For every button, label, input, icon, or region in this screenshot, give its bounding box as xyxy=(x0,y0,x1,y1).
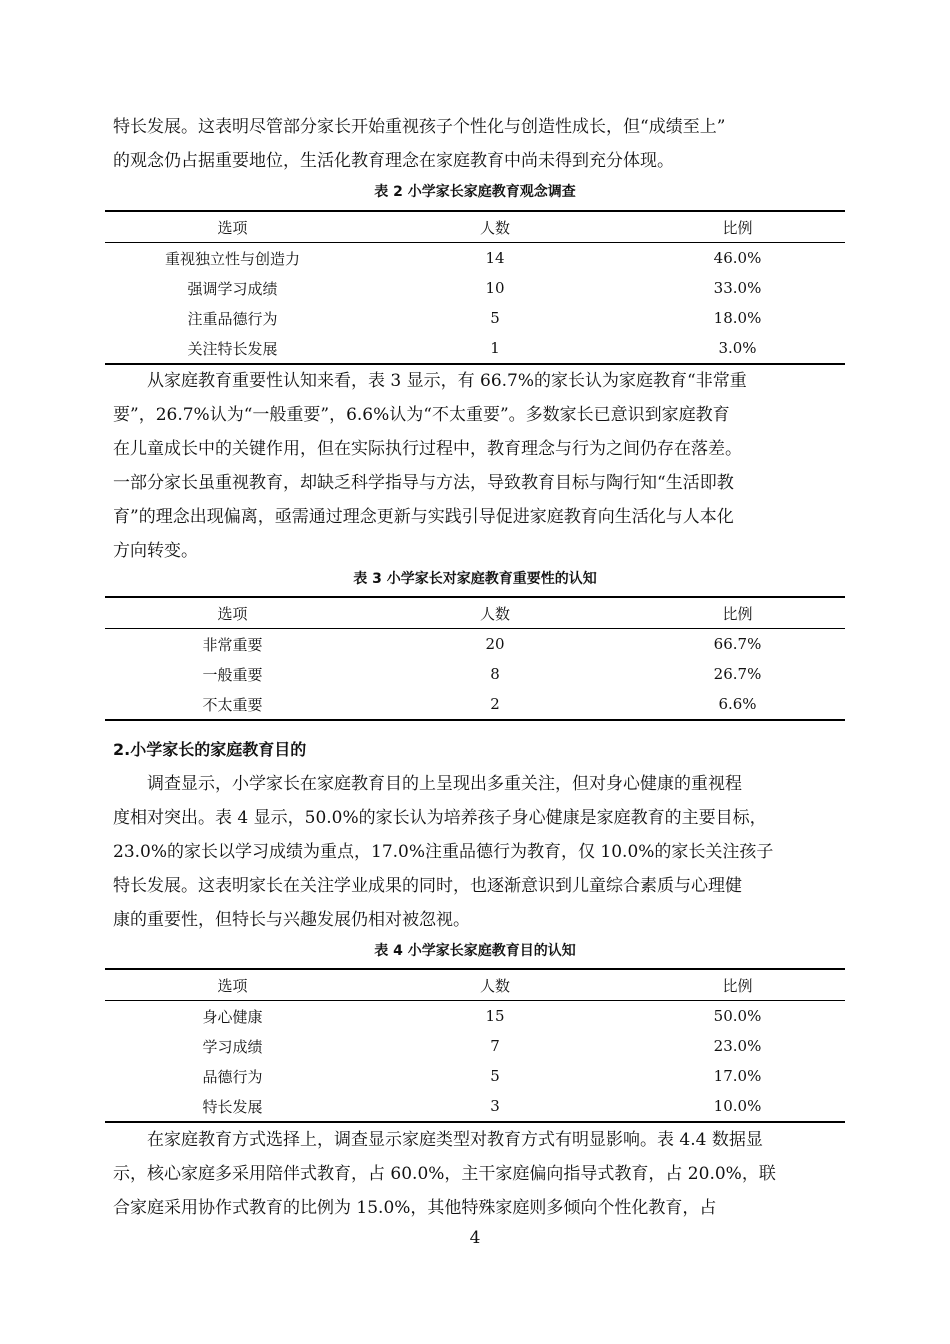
table-row xyxy=(105,243,845,274)
table-cell: 学习成绩 xyxy=(202,1037,263,1056)
table-cell: 26.7% xyxy=(713,665,762,683)
table-cell: 不太重要 xyxy=(202,695,263,714)
table-row xyxy=(105,689,845,720)
table-row xyxy=(105,1031,845,1061)
table-cell: 20 xyxy=(485,635,505,653)
table-3-caption: 表 3 小学家长对家庭教育重要性的认知 xyxy=(353,571,597,587)
table-cell: 8 xyxy=(490,665,500,683)
table-4-caption: 表 4 小学家长家庭教育目的认知 xyxy=(374,943,576,959)
paragraph-line: 23.0%的家长以学习成绩为重点，17.0%注重品德行为教育，仅 10.0%的家长关注孩子 xyxy=(113,842,774,862)
table-cell: 3.0% xyxy=(718,339,757,357)
table-cell: 品德行为 xyxy=(202,1067,263,1086)
paragraph-1 xyxy=(113,110,835,178)
paragraph-3 xyxy=(113,767,835,937)
table-header-row xyxy=(105,969,845,1001)
table-cell: 非常重要 xyxy=(202,635,263,654)
table-row xyxy=(105,1001,845,1032)
paragraph-4 xyxy=(113,1123,835,1225)
table-cell: 强调学习成绩 xyxy=(187,279,278,298)
paragraph-line: 示，核心家庭多采用陪伴式教育，占 60.0%，主干家庭偏向指导式教育，占 20.0%，联 xyxy=(113,1164,776,1184)
table-cell: 33.0% xyxy=(713,279,762,297)
paragraph-2 xyxy=(113,364,835,568)
table-cell: 特长发展 xyxy=(202,1097,263,1116)
table-cell: 50.0% xyxy=(713,1007,762,1025)
table-cell: 23.0% xyxy=(713,1037,762,1055)
column-header: 比例 xyxy=(722,976,753,995)
table-cell: 3 xyxy=(490,1097,500,1115)
table-cell: 7 xyxy=(490,1037,500,1055)
column-header: 选项 xyxy=(217,218,248,237)
column-header: 人数 xyxy=(479,976,510,995)
table-cell: 重视独立性与创造力 xyxy=(164,249,300,268)
table-cell: 18.0% xyxy=(713,309,762,327)
table-2 xyxy=(105,210,845,365)
table-row xyxy=(105,273,845,303)
column-header: 比例 xyxy=(722,604,753,623)
paragraph-line: 一部分家长虽重视教育，却缺乏科学指导与方法，导致教育目标与陶行知“生活即教 xyxy=(113,473,734,493)
table-cell: 注重品德行为 xyxy=(187,309,278,328)
column-header: 人数 xyxy=(479,604,510,623)
column-header: 比例 xyxy=(722,218,753,237)
paragraph-line: 调查显示，小学家长在家庭教育目的上呈现出多重关注，但对身心健康的重视程 xyxy=(147,774,742,794)
table-cell: 6.6% xyxy=(718,695,757,713)
column-header: 人数 xyxy=(479,218,510,237)
table-row xyxy=(105,303,845,333)
paragraph-line: 康的重要性，但特长与兴趣发展仍相对被忽视。 xyxy=(113,910,470,930)
table-header-row xyxy=(105,597,845,629)
paragraph-line: 方向转变。 xyxy=(113,541,198,561)
paragraph-line: 从家庭教育重要性认知来看，表 3 显示，有 66.7%的家长认为家庭教育“非常重 xyxy=(147,371,747,391)
table-row xyxy=(105,1091,845,1122)
table-cell: 17.0% xyxy=(713,1067,762,1085)
table-header-row xyxy=(105,211,845,243)
table-cell: 66.7% xyxy=(713,635,762,653)
table-cell: 15 xyxy=(485,1007,505,1025)
table-cell: 10.0% xyxy=(713,1097,762,1115)
table-cell: 身心健康 xyxy=(202,1007,263,1026)
paragraph-line: 要”，26.7%认为“一般重要”，6.6%认为“不太重要”。多数家长已意识到家庭教育 xyxy=(113,405,730,425)
table-cell: 1 xyxy=(490,339,500,357)
table-cell: 14 xyxy=(485,249,505,267)
table-row xyxy=(105,1061,845,1091)
table-cell: 2 xyxy=(490,695,500,713)
table-cell: 一般重要 xyxy=(202,665,263,684)
paragraph-line: 特长发展。这表明尽管部分家长开始重视孩子个性化与创造性成长，但“成绩至上” xyxy=(113,117,726,137)
table-row xyxy=(105,629,845,660)
paragraph-line: 在家庭教育方式选择上，调查显示家庭类型对教育方式有明显影响。表 4.4 数据显 xyxy=(147,1130,763,1150)
page-number: 4 xyxy=(469,1228,481,1248)
table-cell: 10 xyxy=(485,279,505,297)
table-cell: 46.0% xyxy=(713,249,762,267)
paragraph-line: 的观念仍占据重要地位，生活化教育理念在家庭教育中尚未得到充分体现。 xyxy=(113,151,674,171)
paragraph-line: 育”的理念出现偏离，亟需通过理念更新与实践引导促进家庭教育向生活化与人本化 xyxy=(113,507,734,527)
table-row xyxy=(105,333,845,364)
column-header: 选项 xyxy=(217,604,248,623)
table-3 xyxy=(105,596,845,721)
table-4 xyxy=(105,968,845,1123)
section-heading: 2.小学家长的家庭教育目的 xyxy=(113,740,307,759)
table-cell: 5 xyxy=(490,1067,500,1085)
paragraph-line: 度相对突出。表 4 显示，50.0%的家长认为培养孩子身心健康是家庭教育的主要目标， xyxy=(113,808,767,828)
table-row xyxy=(105,659,845,689)
table-cell: 关注特长发展 xyxy=(187,339,278,358)
column-header: 选项 xyxy=(217,976,248,995)
paragraph-line: 在儿童成长中的关键作用，但在实际执行过程中，教育理念与行为之间仍存在落差。 xyxy=(113,439,742,459)
paragraph-line: 合家庭采用协作式教育的比例为 15.0%，其他特殊家庭则多倾向个性化教育，占 xyxy=(113,1198,717,1218)
paragraph-line: 特长发展。这表明家长在关注学业成果的同时，也逐渐意识到儿童综合素质与心理健 xyxy=(113,876,742,896)
table-2-caption: 表 2 小学家长家庭教育观念调查 xyxy=(374,184,576,200)
table-cell: 5 xyxy=(490,309,500,327)
